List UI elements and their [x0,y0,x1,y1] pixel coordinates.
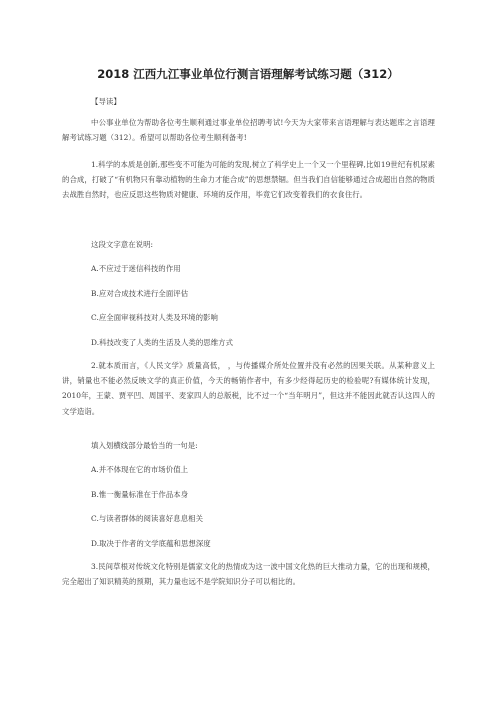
question-3-stem: 3.民间草根对传统文化特别是儒家文化的热情成为这一波中国文化热的巨大推动力量，它的出现和规模，完全超出了知识精英的预期，其力量也远不是学院知识分子可以相比的。 [62,562,435,587]
question-2-prompt: 填入划横线部分最恰当的一句是: [91,441,198,450]
question-1-option-a: A.不应过于迷信科技的作用 [91,264,181,273]
question-2-stem: 2.就本质而言，《人民文学》质量高低， ，与传播媒介所处位置并没有必然的因果关联。从某种意义上讲，销量也不能必然反映文学的真正价值，今天的畅销作者中，有多少经得起历史的检验呢?有媒体统计发现，2010年，王蒙、贾平凹、周国平、麦家四人的总版税，比不过一个“当年明月”，但这并不能因此就否认这四人的文学造诣。 [62,361,435,416]
document-title: 2018 江西九江事业单位行测言语理解考试练习题（312） [97,67,399,81]
question-1-stem: 1.科学的本质是创新,那些变不可能为可能的发现,树立了科学史上一个又一个里程碑,比如19世纪有机尿素的合成，打破了“有机物只有靠动植物的生命力才能合成”的思想禁锢。但当我们自信能够通过合成超出自然的物质去战胜自然时，也应反思这些物质对健康、环境的反作用，毕竟它们改变着我们的衣食住行。 [62,160,435,200]
question-2-option-b: B.惟一衡量标准在于作品本身 [91,490,189,499]
question-1-option-b: B.应对合成技术进行全面评估 [91,289,189,298]
question-1-option-c: C.应全面审视科技对人类及环境的影响 [91,313,218,322]
question-2-option-c: C.与读者群体的阅读喜好息息相关 [91,514,204,523]
question-2-option-a: A.并不体现在它的市场价值上 [91,465,189,474]
intro-paragraph: 中公事业单位为帮助各位考生顺利通过事业单位招聘考试!今天为大家带来言语理解与表达题库之言语理解考试练习题（312）。希望可以帮助各位考生顺利备考! [62,118,435,143]
question-1-prompt: 这段文字意在说明: [91,240,154,249]
question-1-option-d: D.科技改变了人类的生活及人类的思维方式 [91,338,234,347]
guide-label: 【导读】 [91,97,121,106]
question-2-option-d: D.取决于作者的文学底蕴和思想深度 [91,539,211,548]
